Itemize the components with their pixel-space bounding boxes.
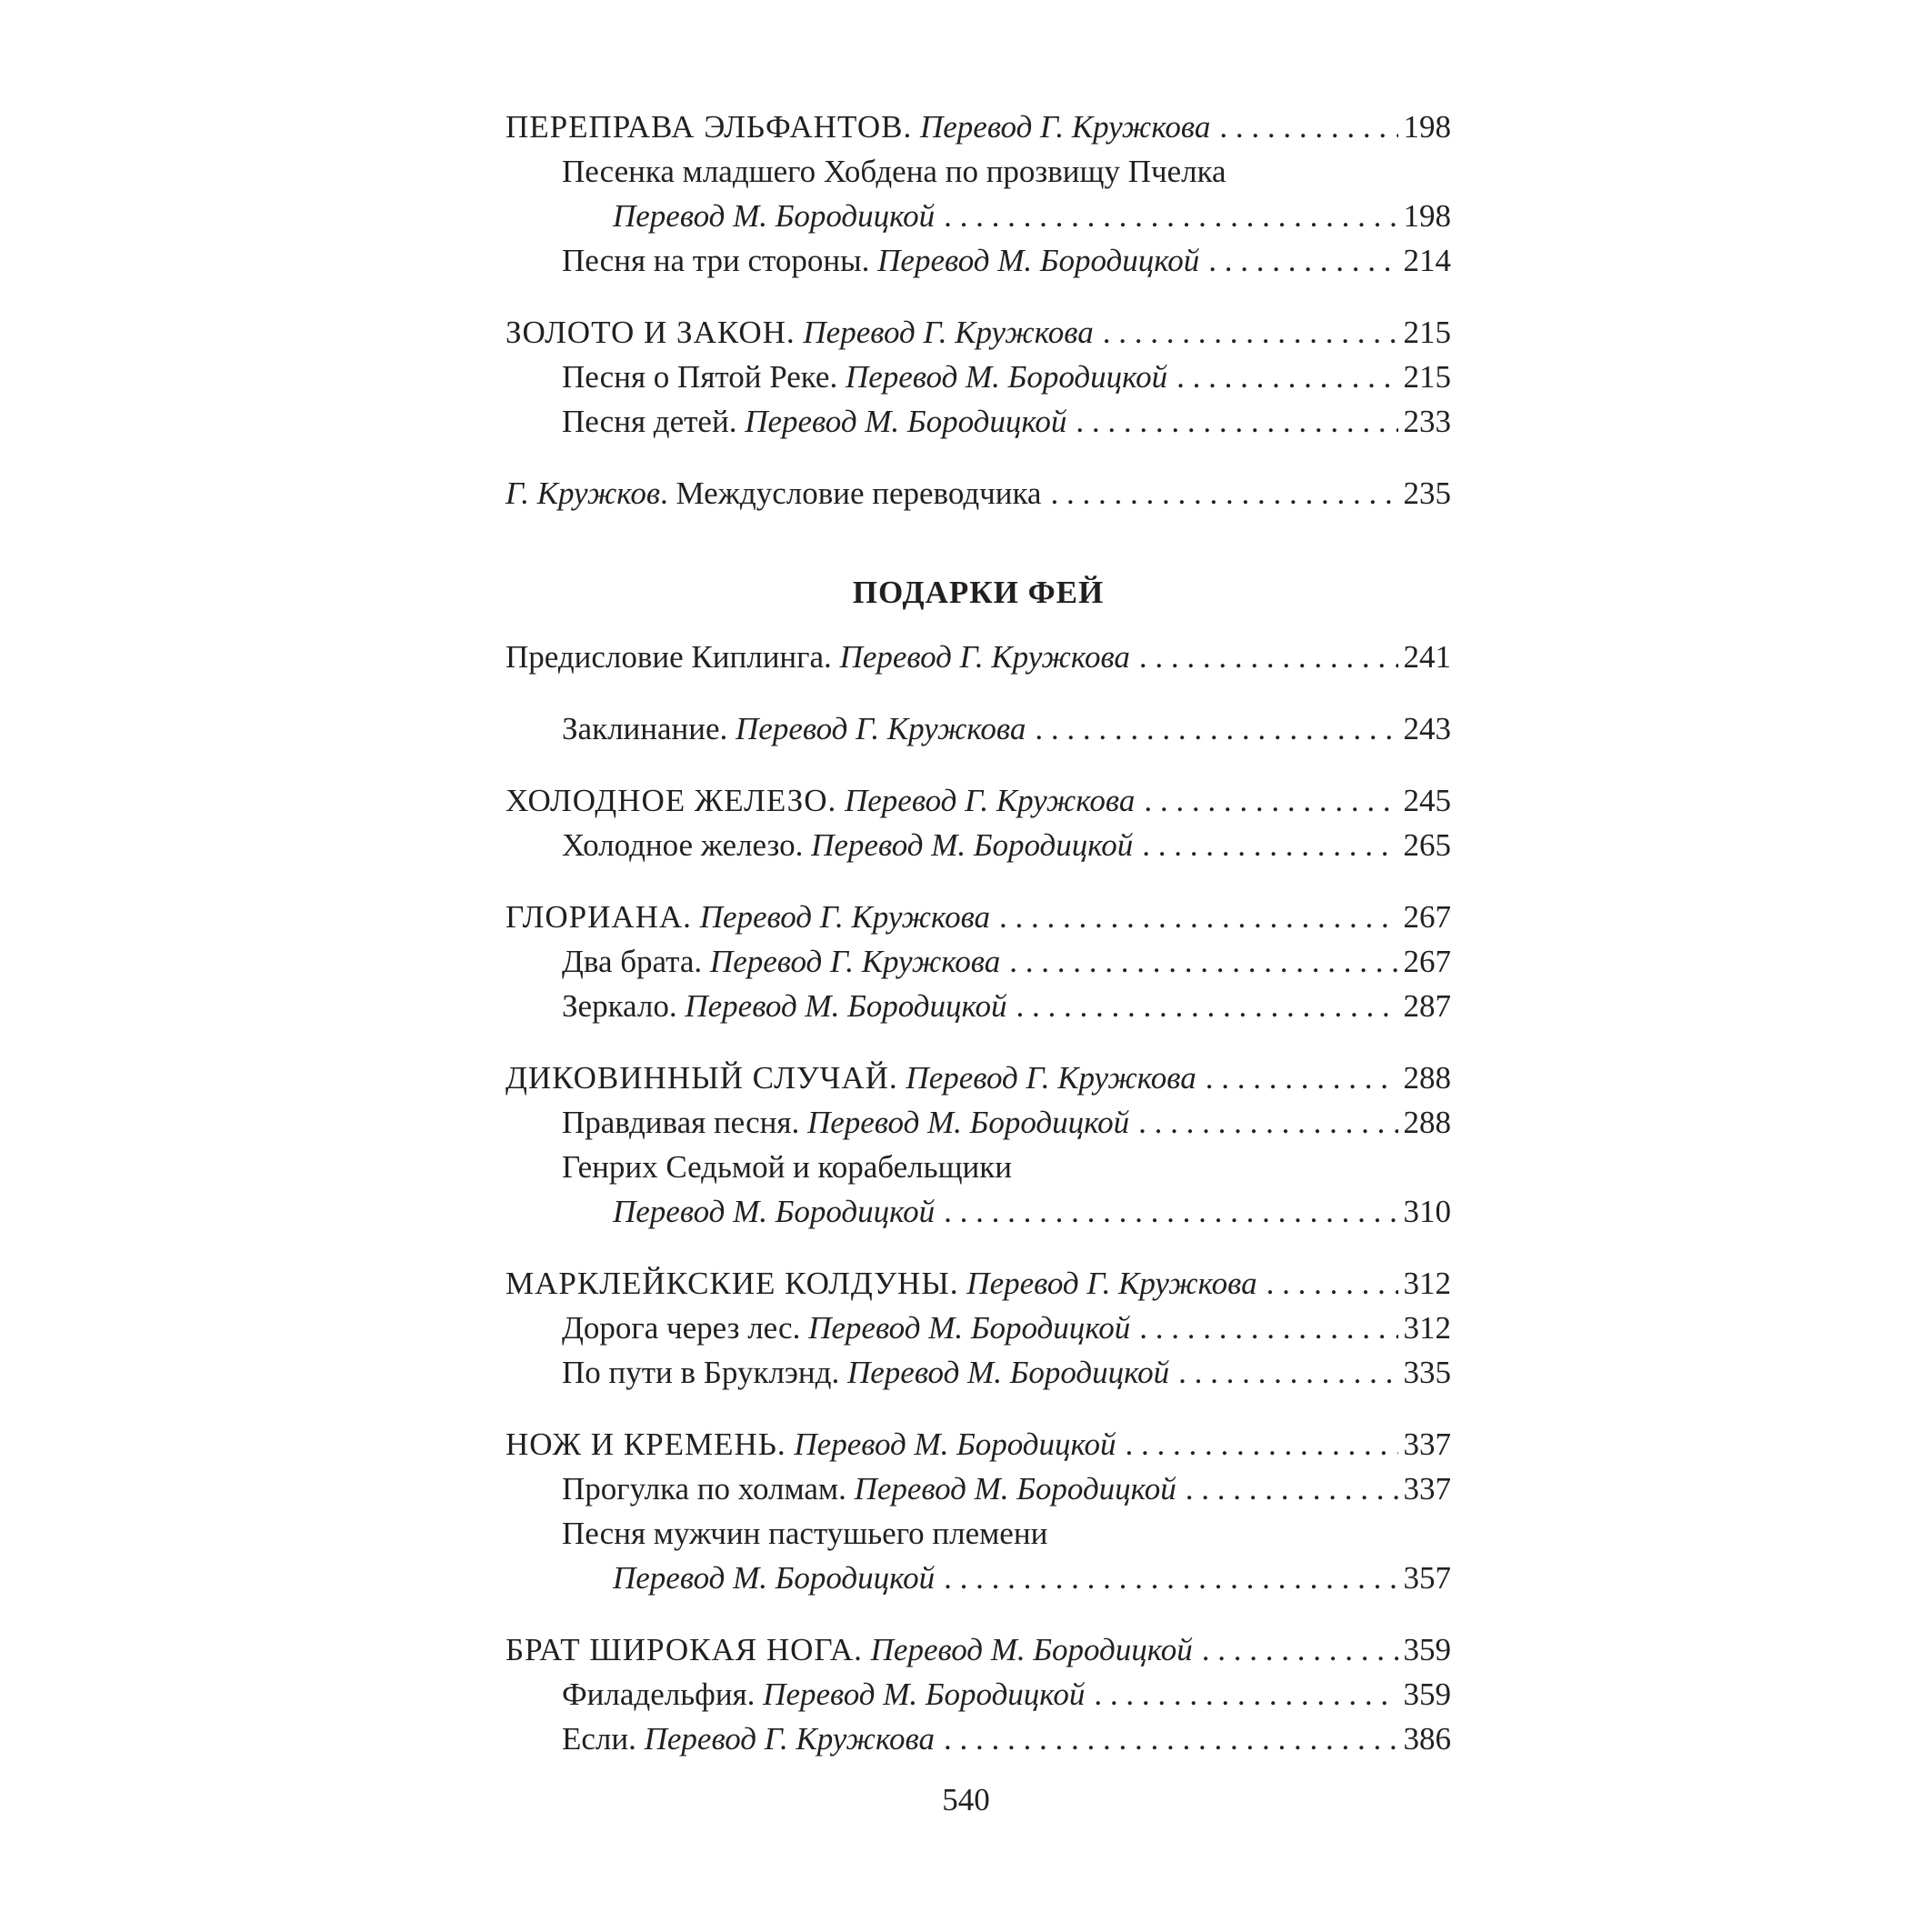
entry-translator: Перевод Г. Кружкова [919, 109, 1211, 145]
entry-translator: Перевод М. Бородицкой [846, 1355, 1170, 1390]
entry-translator: Перевод Г. Кружкова [736, 711, 1026, 746]
entry-translator: Перевод Г. Кружкова [803, 315, 1094, 350]
entry-title: Песня мужчин пастушьего племени [562, 1516, 1048, 1551]
entry-translator: Перевод М. Бородицкой [811, 827, 1134, 863]
leader-dots [944, 1717, 1398, 1761]
entry-title: БРАТ ШИРОКАЯ НОГА. [506, 1632, 863, 1667]
entry-title: Песня детей. [562, 404, 737, 439]
toc-group [506, 1422, 1451, 1600]
entry-page: 214 [1403, 243, 1451, 278]
toc-group [506, 1056, 1451, 1234]
entry-page: 235 [1403, 475, 1451, 511]
entry-title: Если. [562, 1721, 636, 1757]
entry-page: 245 [1403, 783, 1451, 818]
entry-page: 359 [1403, 1632, 1451, 1667]
entry-page: 267 [1403, 944, 1451, 979]
leader-dots [1009, 939, 1397, 984]
entry-title: Предисловие Киплинга. [506, 639, 832, 675]
entry-translator: Перевод Г. Кружкова [839, 639, 1130, 675]
entry-translator: Перевод М. Бородицкой [808, 1310, 1131, 1346]
toc-group [506, 895, 1451, 1028]
entry-translator: Перевод Г. Кружкова [966, 1266, 1257, 1301]
toc-subentry [506, 1306, 1451, 1350]
entry-page: 337 [1403, 1426, 1451, 1462]
toc-subentry [506, 823, 1451, 867]
leader-dots [1266, 1261, 1398, 1306]
leader-dots [1103, 310, 1398, 355]
leader-dots [1202, 1627, 1398, 1672]
leader-dots [1138, 1100, 1397, 1145]
toc-subentry-title [506, 1145, 1451, 1189]
leader-dots [944, 1556, 1397, 1600]
entry-page: 288 [1403, 1105, 1451, 1140]
entry-title: ПЕРЕПРАВА ЭЛЬФАНТОВ. [506, 109, 913, 145]
entry-translator: Перевод Г. Кружкова [906, 1060, 1196, 1096]
entry-translator: Перевод М. Бородицкой [854, 1471, 1176, 1507]
entry-title: Прогулка по холмам. [562, 1471, 846, 1507]
entry-translator: Перевод М. Бородицкой [745, 404, 1067, 439]
entry-translator: Перевод М. Бородицкой [877, 243, 1200, 278]
leader-dots [1219, 105, 1397, 149]
toc-subentry-title [506, 1511, 1451, 1556]
leader-dots [1094, 1672, 1397, 1717]
leader-dots [1035, 706, 1397, 751]
toc-subentry [506, 355, 1451, 399]
entry-title: Правдивая песня. [562, 1105, 800, 1140]
entry-page: 243 [1403, 711, 1451, 746]
entry-page: 198 [1403, 109, 1451, 145]
leader-dots [944, 1189, 1397, 1234]
entry-page: 310 [1403, 1194, 1451, 1229]
entry-title: По пути в Бруклэнд. [562, 1355, 840, 1390]
entry-page: 312 [1403, 1266, 1451, 1301]
toc-entry [506, 1422, 1451, 1467]
toc-group [506, 471, 1451, 516]
entry-title: Филадельфия. [562, 1677, 756, 1712]
toc-subentry-title [506, 149, 1451, 194]
toc-group [506, 310, 1451, 444]
toc-entry [506, 1627, 1451, 1672]
entry-page: 215 [1403, 359, 1451, 395]
toc-entry [506, 778, 1451, 823]
entry-page: 215 [1403, 315, 1451, 350]
toc-group [506, 1261, 1451, 1395]
entry-page: 386 [1403, 1721, 1451, 1757]
entry-translator: Перевод Г. Кружкова [699, 899, 991, 935]
toc-entry [506, 635, 1451, 679]
toc-group [506, 706, 1451, 751]
toc-entry-afterword [506, 471, 1451, 516]
toc-entry [506, 105, 1451, 149]
entry-title: НОЖ И КРЕМЕНЬ. [506, 1426, 786, 1462]
entry-page: 233 [1403, 404, 1451, 439]
leader-dots [1178, 1350, 1397, 1395]
entry-page: 335 [1403, 1355, 1451, 1390]
leader-dots [1016, 984, 1398, 1028]
entry-title: Зеркало. [562, 988, 677, 1024]
leader-dots [1139, 635, 1398, 679]
entry-translator: Перевод М. Бородицкой [613, 1560, 936, 1596]
toc-group [506, 778, 1451, 867]
toc-subentry [506, 1350, 1451, 1395]
section-heading: ПОДАРКИ ФЕЙ [852, 575, 1105, 610]
entry-page: 288 [1403, 1060, 1451, 1096]
leader-dots [1142, 823, 1397, 867]
toc-subentry [506, 194, 1451, 238]
entry-page: 287 [1403, 988, 1451, 1024]
entry-translator: Перевод М. Бородицкой [794, 1426, 1116, 1462]
toc-subentry [506, 1717, 1451, 1761]
entry-page: 267 [1403, 899, 1451, 935]
entry-title: ХОЛОДНОЕ ЖЕЛЕЗО. [506, 783, 837, 818]
leader-dots [1076, 399, 1397, 444]
entry-translator: Перевод М. Бородицкой [613, 1194, 936, 1229]
entry-title: Два брата. [562, 944, 703, 979]
entry-page: 359 [1403, 1677, 1451, 1712]
entry-translator: Перевод Г. Кружкова [709, 944, 1001, 979]
toc-group [506, 635, 1451, 679]
toc-subentry [506, 1467, 1451, 1511]
leader-dots [1126, 1422, 1398, 1467]
entry-title: Генрих Седьмой и корабельщики [562, 1149, 1013, 1185]
entry-translator: Перевод М. Бородицкой [763, 1677, 1086, 1712]
toc-entry [506, 1261, 1451, 1306]
entry-title: Песенка младшего Хобдена по прозвищу Пчелка [562, 154, 1226, 189]
entry-translator: Перевод М. Бородицкой [613, 198, 936, 234]
entry-title: МАРКЛЕЙКСКИЕ КОЛДУНЫ. [506, 1266, 959, 1301]
leader-dots [1206, 1056, 1398, 1100]
entry-title: Заклинание. [562, 711, 728, 746]
entry-title: . Междусловие переводчика [660, 475, 1042, 511]
entry-title: Песня о Пятой Реке. [562, 359, 838, 395]
leader-dots [1139, 1306, 1397, 1350]
entry-title: ГЛОРИАНА. [506, 899, 692, 935]
toc-entry [506, 310, 1451, 355]
entry-translator: Перевод М. Бородицкой [806, 1105, 1130, 1140]
toc-subentry [506, 939, 1451, 984]
entry-translator: Перевод М. Бородицкой [845, 359, 1168, 395]
leader-dots [1050, 471, 1397, 516]
toc-subentry [506, 984, 1451, 1028]
entry-title: Песня на три стороны. [562, 243, 870, 278]
toc-group [506, 1627, 1451, 1761]
entry-translator: Перевод Г. Кружкова [845, 783, 1136, 818]
entry-page: 241 [1403, 639, 1451, 675]
toc-subentry [506, 238, 1451, 283]
entry-title: ДИКОВИННЫЙ СЛУЧАЙ. [506, 1060, 898, 1096]
entry-title: Холодное железо. [562, 827, 804, 863]
toc-subentry [506, 706, 1451, 751]
entry-author: Г. Кружков [506, 475, 661, 511]
entry-page: 198 [1403, 198, 1451, 234]
leader-dots [1144, 778, 1397, 823]
leader-dots [944, 194, 1397, 238]
leader-dots [1176, 355, 1397, 399]
entry-translator: Перевод М. Бородицкой [870, 1632, 1193, 1667]
toc-entry [506, 895, 1451, 939]
toc-subentry [506, 399, 1451, 444]
leader-dots [1208, 238, 1397, 283]
toc-subentry [506, 1672, 1451, 1717]
entry-page: 357 [1403, 1560, 1451, 1596]
entry-translator: Перевод М. Бородицкой [685, 988, 1007, 1024]
page-number: 540 [942, 1782, 990, 1817]
entry-translator: Перевод Г. Кружкова [644, 1721, 935, 1757]
entry-page: 337 [1403, 1471, 1451, 1507]
leader-dots [1186, 1467, 1398, 1511]
toc-group [506, 105, 1451, 283]
entry-title: Дорога через лес. [562, 1310, 801, 1346]
toc-entry [506, 1056, 1451, 1100]
toc-subentry [506, 1100, 1451, 1145]
toc-subentry [506, 1556, 1451, 1600]
leader-dots [999, 895, 1397, 939]
entry-page: 265 [1403, 827, 1451, 863]
entry-title: ЗОЛОТО И ЗАКОН. [506, 315, 796, 350]
toc-subentry [506, 1189, 1451, 1234]
entry-page: 312 [1403, 1310, 1451, 1346]
table-of-contents [506, 105, 1451, 1788]
